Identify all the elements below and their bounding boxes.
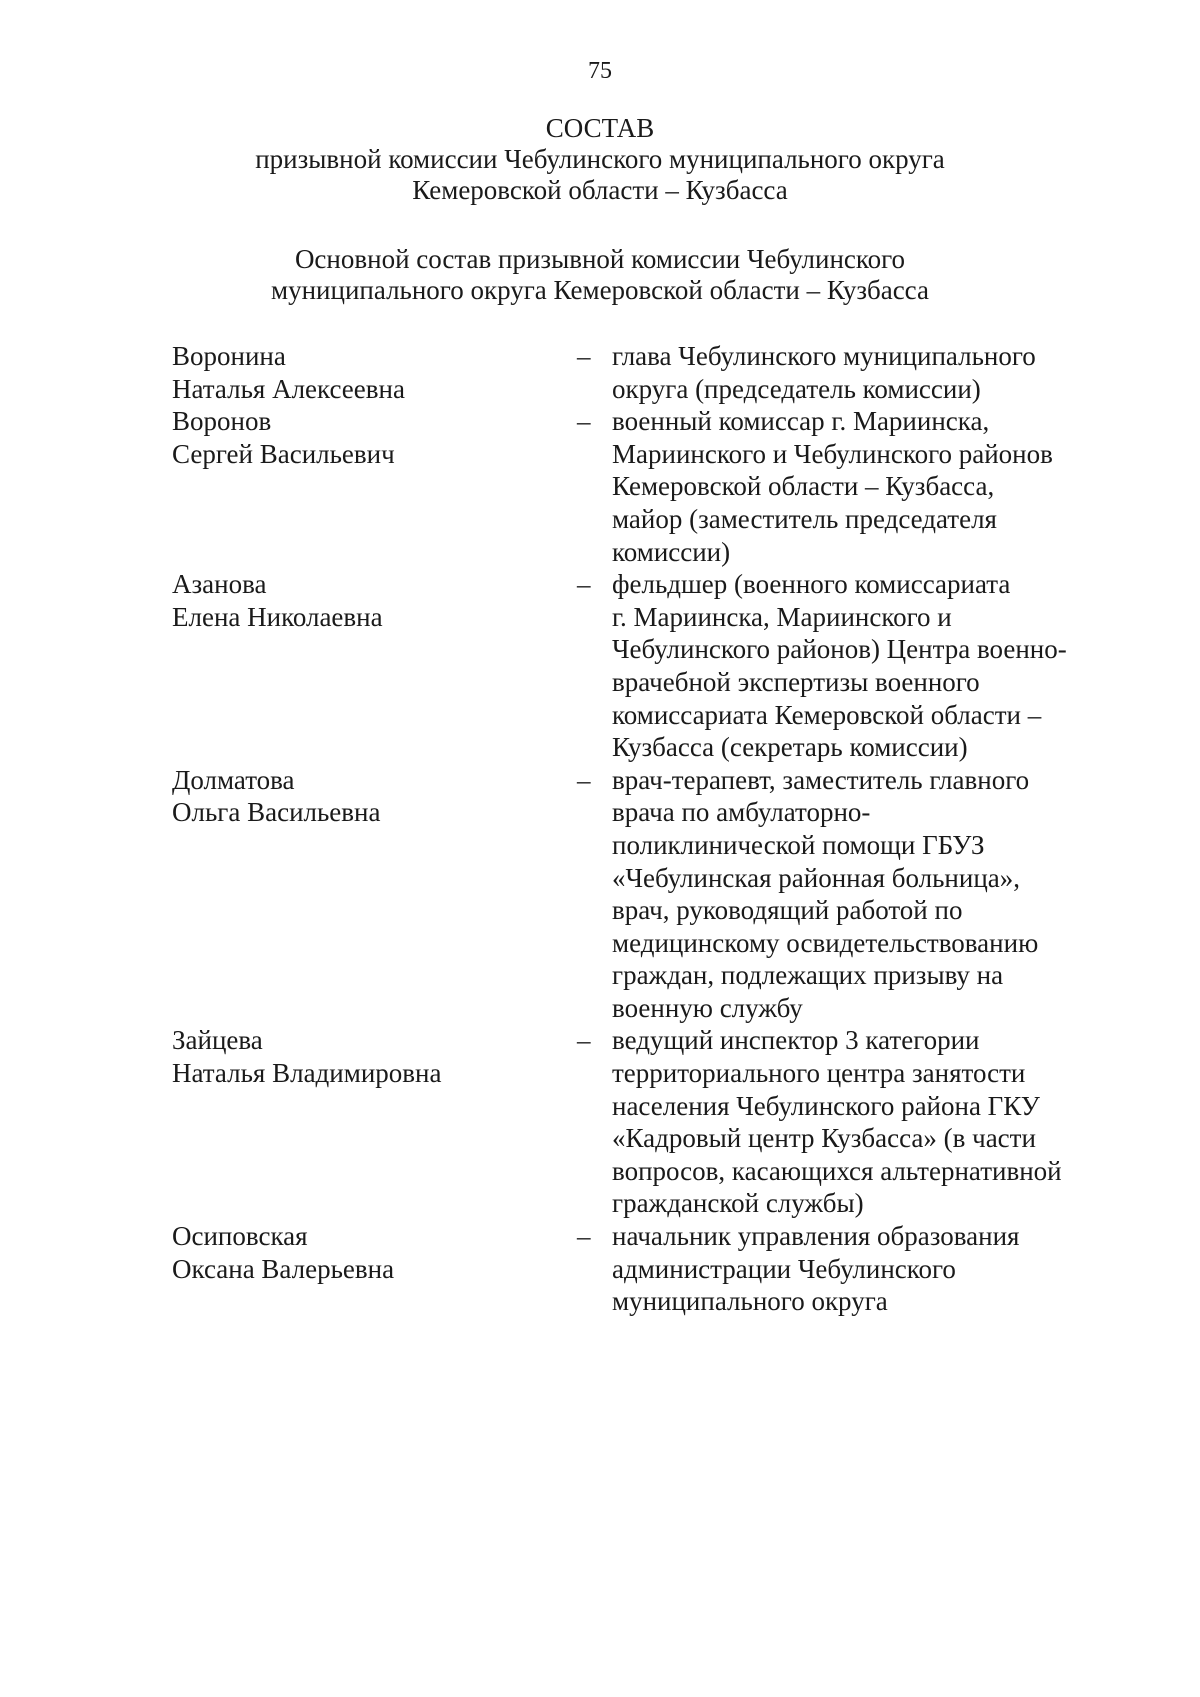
member-role-line: майор (заместитель председателя [612, 503, 997, 534]
member-surname: Воронов [172, 406, 272, 437]
member-role [612, 1024, 1112, 1220]
title-line: Кемеровской области – Кузбасса [412, 175, 788, 205]
member-role-line: врач-терапевт, заместитель главного [612, 764, 1030, 795]
member-given-names: Сергей Васильевич [172, 438, 395, 469]
member-entry [172, 405, 1112, 568]
member-name [172, 764, 577, 829]
page-number: 75 [588, 58, 612, 84]
member-role-line: округа (председатель комиссии) [612, 373, 981, 404]
member-role-line: Мариинского и Чебулинского районов [612, 438, 1053, 469]
member-name [172, 1024, 577, 1089]
member-given-names: Ольга Васильевна [172, 797, 381, 828]
member-role-line: начальник управления образования [612, 1221, 1020, 1252]
member-name [172, 1220, 577, 1285]
section-heading [0, 244, 1200, 306]
title-line: СОСТАВ [545, 113, 655, 143]
member-entry [172, 568, 1112, 764]
member-role-line: гражданской службы) [612, 1188, 864, 1219]
member-dash: – [577, 406, 591, 437]
member-role-line: г. Мариинска, Мариинского и [612, 601, 952, 632]
member-dash: – [577, 341, 591, 371]
member-given-names: Оксана Валерьевна [172, 1253, 395, 1284]
member-role-line: комиссариата Кемеровской области – [612, 699, 1042, 730]
member-given-names: Наталья Владимировна [172, 1058, 442, 1089]
member-entry [172, 1024, 1112, 1220]
member-role-line: врачебной экспертизы военного [612, 666, 980, 697]
member-role-line: администрации Чебулинского [612, 1253, 956, 1284]
member-role-line: врач, руководящий работой по [612, 895, 963, 926]
member-name [172, 568, 577, 633]
member-role [612, 568, 1112, 764]
member-dash: – [577, 1221, 591, 1252]
member-name [172, 405, 577, 470]
member-role-line: муниципального округа [612, 1286, 888, 1317]
member-surname: Осиповская [172, 1221, 308, 1252]
section-heading-line: муниципального округа Кемеровской области – Кузбасса [271, 275, 929, 305]
section-heading-line: Основной состав призывной комиссии Чебулинского [294, 244, 906, 274]
member-role-line: Кемеровской области – Кузбасса, [612, 471, 995, 502]
member-entry [172, 764, 1112, 1025]
member-role [612, 1220, 1112, 1318]
member-surname: Воронина [172, 341, 286, 371]
member-role-line: «Кадровый центр Кузбасса» (в части [612, 1123, 1036, 1154]
member-surname: Зайцева [172, 1025, 263, 1056]
title-line: призывной комиссии Чебулинского муниципального округа [255, 144, 945, 174]
member-role [612, 405, 1112, 568]
member-dash: – [577, 764, 591, 795]
member-given-names: Елена Николаевна [172, 601, 383, 632]
member-role-line: фельдшер (военного комиссариата [612, 569, 1011, 600]
member-role-line: вопросов, касающихся альтернативной [612, 1155, 1062, 1186]
member-role-line: глава Чебулинского муниципального [612, 341, 1036, 371]
member-role-line: территориального центра занятости [612, 1058, 1026, 1089]
member-given-names: Наталья Алексеевна [172, 373, 405, 404]
member-entry [172, 1220, 1112, 1318]
member-dash: – [577, 569, 591, 600]
member-role-line: военную службу [612, 992, 803, 1023]
member-role-line: «Чебулинская районная больница», [612, 862, 1021, 893]
member-role-line: военный комиссар г. Мариинска, [612, 406, 990, 437]
member-entry [172, 340, 1112, 405]
member-role [612, 764, 1112, 1025]
member-name [172, 340, 577, 405]
member-role-line: поликлинической помощи ГБУЗ [612, 829, 985, 860]
member-surname: Долматова [172, 764, 295, 795]
member-role-line: граждан, подлежащих призыву на [612, 960, 1004, 991]
member-list [172, 340, 1112, 1318]
member-role-line: врача по амбулаторно- [612, 797, 871, 828]
member-role-line: Чебулинского районов) Центра военно- [612, 634, 1067, 665]
document-title [0, 113, 1200, 206]
member-role [612, 340, 1112, 405]
member-surname: Азанова [172, 569, 267, 600]
member-dash: – [577, 1025, 591, 1056]
member-role-line: комиссии) [612, 536, 731, 567]
member-role-line: Кузбасса (секретарь комиссии) [612, 732, 968, 763]
member-role-line: населения Чебулинского района ГКУ [612, 1090, 1040, 1121]
member-role-line: ведущий инспектор 3 категории [612, 1025, 980, 1056]
member-role-line: медицинскому освидетельствованию [612, 927, 1039, 958]
